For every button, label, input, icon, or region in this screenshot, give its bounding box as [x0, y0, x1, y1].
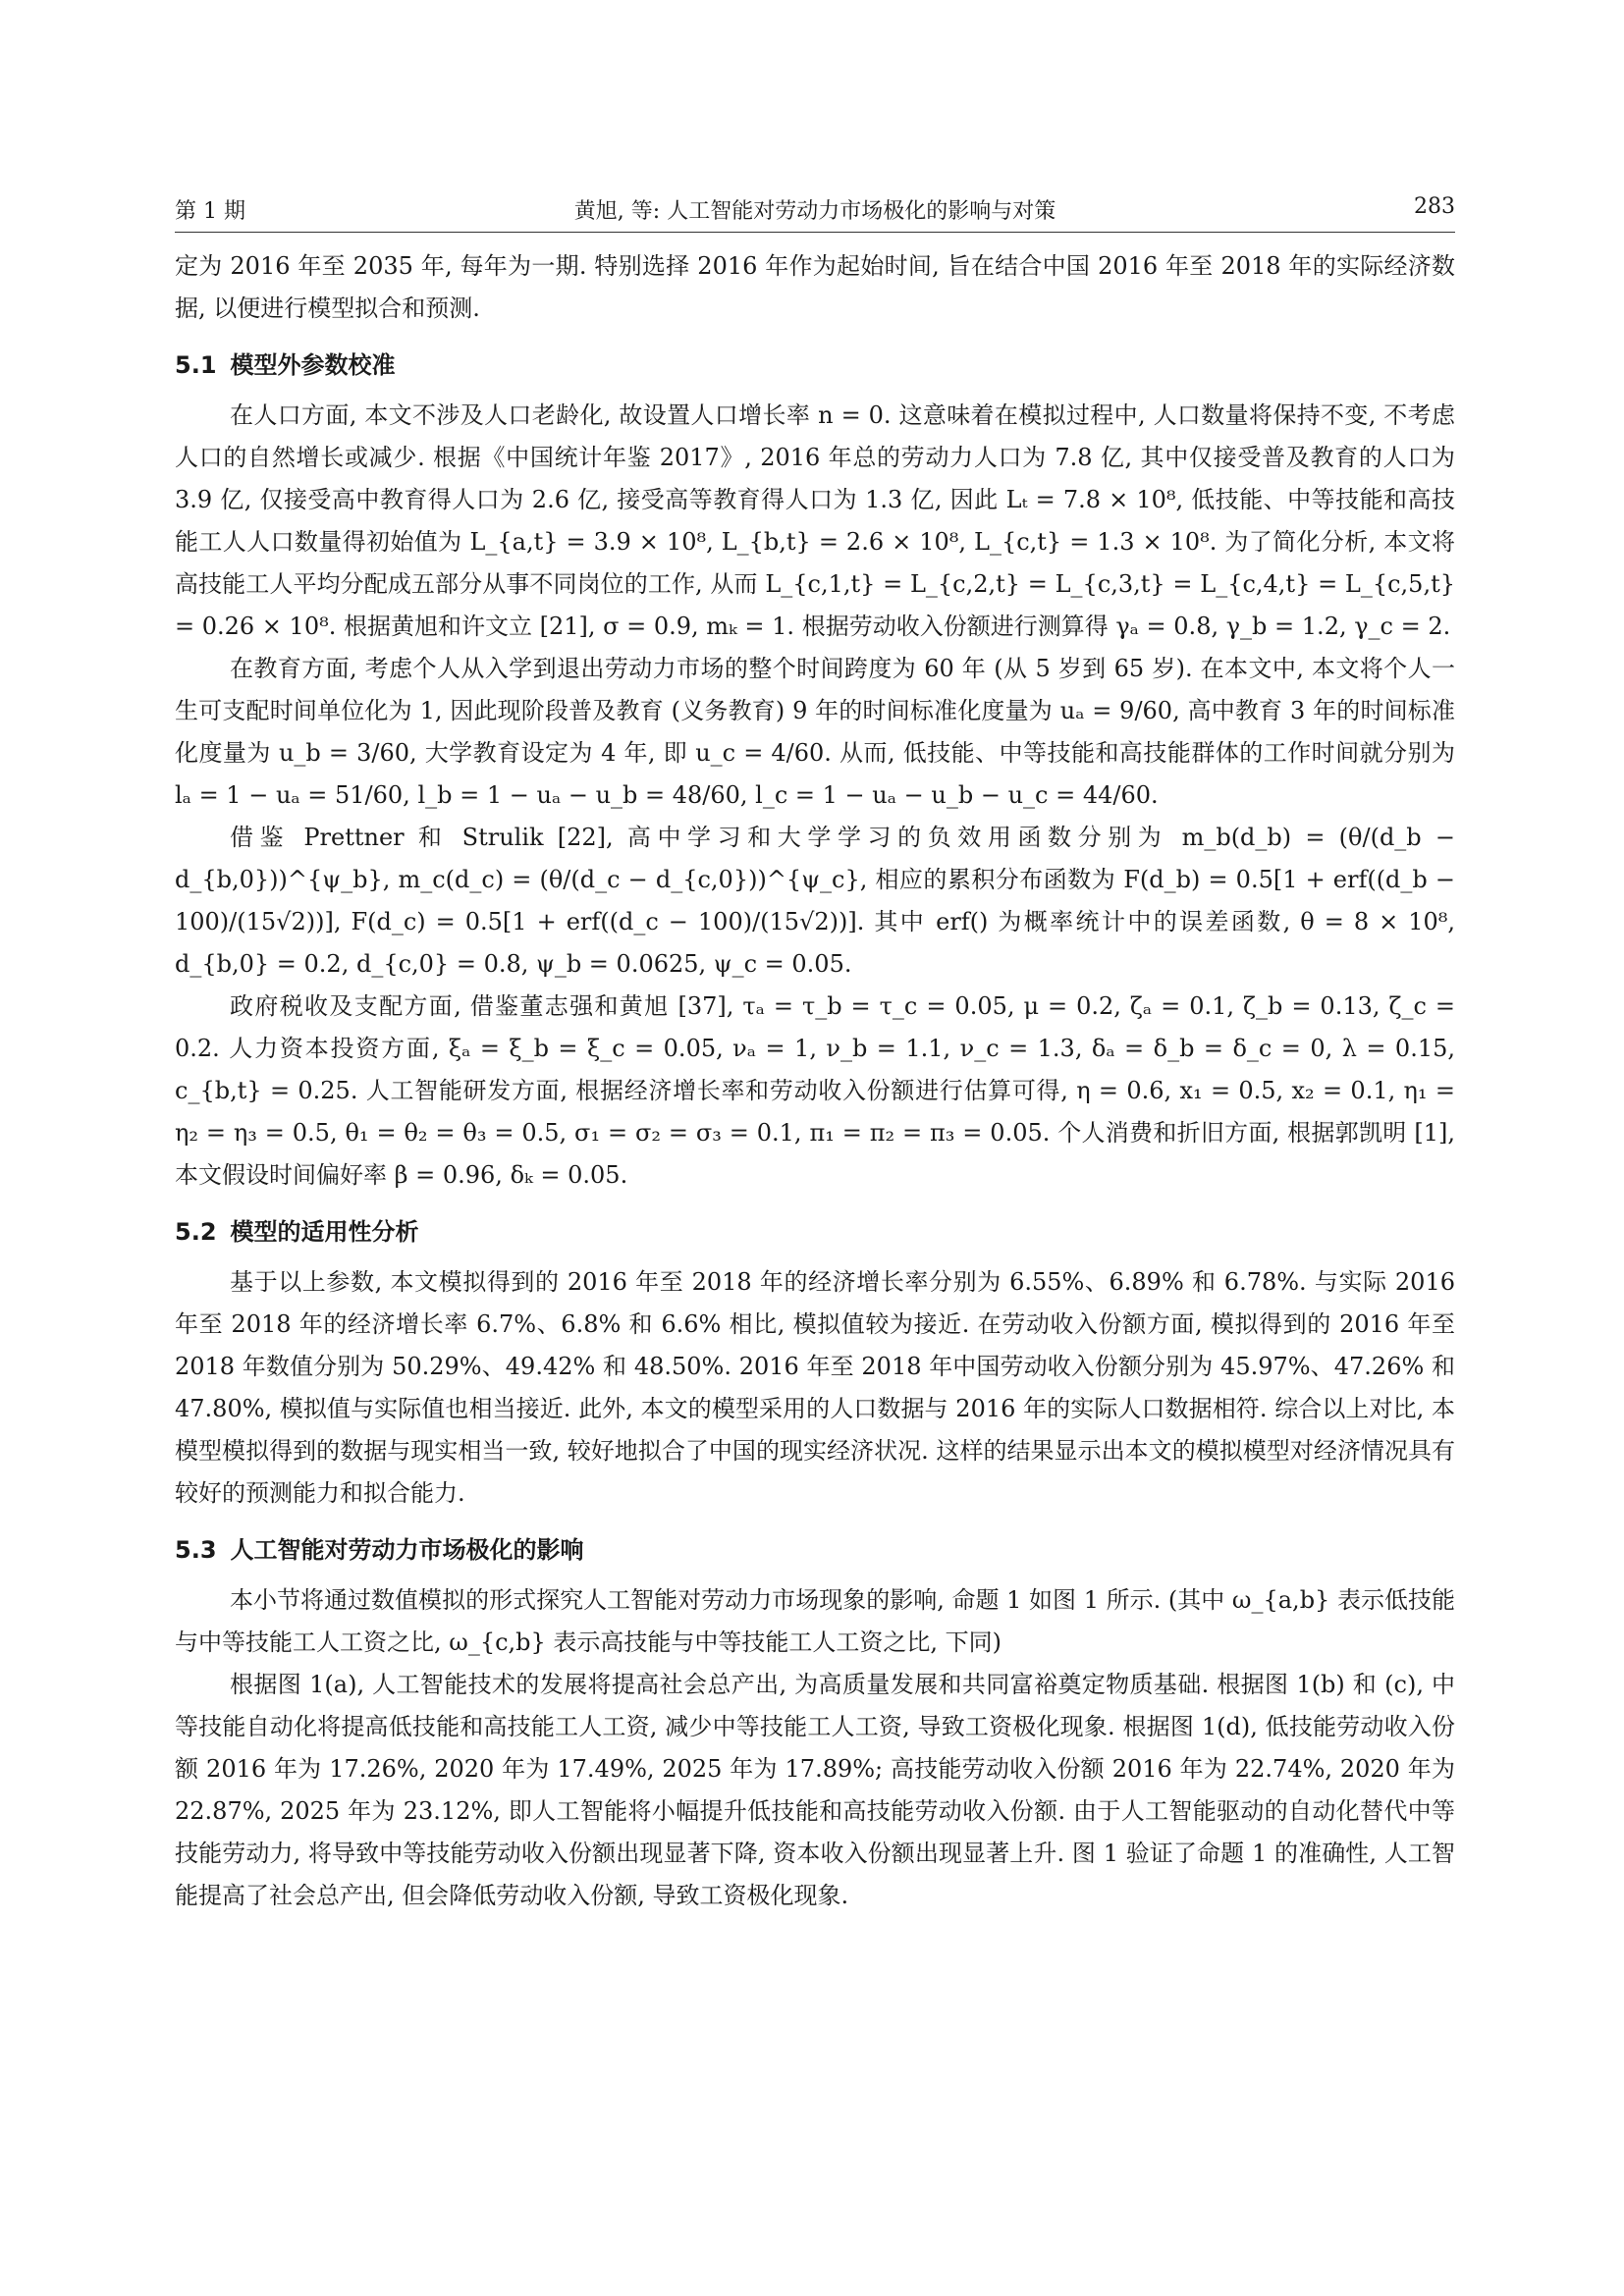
- section-title: 模型外参数校准: [230, 351, 396, 379]
- paragraph: 基于以上参数, 本文模拟得到的 2016 年至 2018 年的经济增长率分别为 6.55%、6.89% 和 6.78%. 与实际 2016 年至 2018 年的经济增长率 6.7%、6.8% 和 6.6% 相比, 模拟值较为接近. 在劳动收入份额方面, 模拟得到的 2016 年至 2018 年数值分别为 50.29%、49.42% 和 48.50%. 2016 年至 2018 年中国劳动收入份额分别为 45.97%、47.26% 和 47.80%, 模拟值与实际值也相当接近. 此外, 本文的模型采用的人口数据与 2016 年的实际人口数据相符. 综合以上对比, 本模型模拟得到的数据与现实相当一致, 较好地拟合了中国的现实经济状况. 这样的结果显示出本文的模拟模型对经济情况具有较好的预测能力和拟合能力.: [175, 1268, 1455, 1507]
- section-number: 5.3: [175, 1536, 217, 1564]
- running-header: [175, 192, 1455, 233]
- page-number: 283: [1414, 194, 1455, 219]
- paragraph: 政府税收及支配方面, 借鉴董志强和黄旭 [37], τₐ = τ_b = τ_c = 0.05, μ = 0.2, ζₐ = 0.1, ζ_b = 0.13, ζ_c = 0.2. 人力资本投资方面, ξₐ = ξ_b = ξ_c = 0.05, νₐ = 1, ν_b = 1.1, ν_c = 1.3, δₐ = δ_b = δ_c = 0, λ = 0.15, c_{b,t} = 0.25. 人工智能研发方面, 根据经济增长率和劳动收入份额进行估算可得, η = 0.6, x₁ = 0.5, x₂ = 0.1, η₁ = η₂ = η₃ = 0.5, θ₁ = θ₂ = θ₃ = 0.5, σ₁ = σ₂ = σ₃ = 0.1, π₁ = π₂ = π₃ = 0.05. 个人消费和折旧方面, 根据郭凯明 [1], 本文假设时间偏好率 β = 0.96, δₖ = 0.05.: [175, 992, 1455, 1189]
- section-number: 5.1: [175, 351, 217, 379]
- section-heading-5-1: [175, 346, 1455, 385]
- section-heading-5-2: [175, 1212, 1455, 1252]
- running-title: 黄旭, 等: 人工智能对劳动力市场极化的影响与对策: [573, 199, 1056, 224]
- section-heading-5-3: [175, 1530, 1455, 1570]
- section-number: 5.2: [175, 1218, 217, 1246]
- section-title: 模型的适用性分析: [230, 1218, 419, 1246]
- paragraph: 借鉴 Prettner 和 Strulik [22], 高中学习和大学学习的负效用函数分别为 m_b(d_b) = (θ/(d_b − d_{b,0}))^{ψ_b}, m_c(d_c) = (θ/(d_c − d_{c,0}))^{ψ_c}, 相应的累积分布函数为 F(d_b) = 0.5[1 + erf((d_b − 100)/(15√2))], F(d_c) = 0.5[1 + erf((d_c − 100)/(15√2))]. 其中 erf() 为概率统计中的误差函数, θ = 8 × 10⁸, d_{b,0} = 0.2, d_{c,0} = 0.8, ψ_b = 0.0625, ψ_c = 0.05.: [175, 824, 1455, 978]
- intro-paragraph: 定为 2016 年至 2035 年, 每年为一期. 特别选择 2016 年作为起始时间, 旨在结合中国 2016 年至 2018 年的实际经济数据, 以便进行模型拟合和预测.: [175, 252, 1455, 322]
- paragraph: 根据图 1(a), 人工智能技术的发展将提高社会总产出, 为高质量发展和共同富裕奠定物质基础. 根据图 1(b) 和 (c), 中等技能自动化将提高低技能和高技能工人工资, 减少中等技能工人工资, 导致工资极化现象. 根据图 1(d), 低技能劳动收入份额 2016 年为 17.26%, 2020 年为 17.49%, 2025 年为 17.89%; 高技能劳动收入份额 2016 年为 22.74%, 2020 年为 22.87%, 2025 年为 23.12%, 即人工智能将小幅提升低技能和高技能劳动收入份额. 由于人工智能驱动的自动化替代中等技能劳动力, 将导致中等技能劳动收入份额出现显著下降, 资本收入份额出现显著上升. 图 1 验证了命题 1 的准确性, 人工智能提高了社会总产出, 但会降低劳动收入份额, 导致工资极化现象.: [175, 1671, 1455, 1909]
- paragraph: 在人口方面, 本文不涉及人口老龄化, 故设置人口增长率 n = 0. 这意味着在模拟过程中, 人口数量将保持不变, 不考虑人口的自然增长或减少. 根据《中国统计年鉴 2017》, 2016 年总的劳动力人口为 7.8 亿, 其中仅接受普及教育的人口为 3.9 亿, 仅接受高中教育得人口为 2.6 亿, 接受高等教育得人口为 1.3 亿, 因此 Lₜ = 7.8 × 10⁸, 低技能、中等技能和高技能工人人口数量得初始值为 L_{a,t} = 3.9 × 10⁸, L_{b,t} = 2.6 × 10⁸, L_{c,t} = 1.3 × 10⁸. 为了简化分析, 本文将高技能工人平均分配成五部分从事不同岗位的工作, 从而 L_{c,1,t} = L_{c,2,t} = L_{c,3,t} = L_{c,4,t} = L_{c,5,t} = 0.26 × 10⁸. 根据黄旭和许文立 [21], σ = 0.9, mₖ = 1. 根据劳动收入份额进行测算得 γₐ = 0.8, γ_b = 1.2, γ_c = 2.: [175, 401, 1455, 640]
- paragraph: 在教育方面, 考虑个人从入学到退出劳动力市场的整个时间跨度为 60 年 (从 5 岁到 65 岁). 在本文中, 本文将个人一生可支配时间单位化为 1, 因此现阶段普及教育 (义务教育) 9 年的时间标准化度量为 uₐ = 9/60, 高中教育 3 年的时间标准化度量为 u_b = 3/60, 大学教育设定为 4 年, 即 u_c = 4/60. 从而, 低技能、中等技能和高技能群体的工作时间就分别为 lₐ = 1 − uₐ = 51/60, l_b = 1 − uₐ − u_b = 48/60, l_c = 1 − uₐ − u_b − u_c = 44/60.: [175, 655, 1455, 809]
- section-title: 人工智能对劳动力市场极化的影响: [230, 1536, 584, 1564]
- issue-label: 第 1 期: [175, 199, 245, 224]
- paragraph: 本小节将通过数值模拟的形式探究人工智能对劳动力市场现象的影响, 命题 1 如图 1 所示. (其中 ω_{a,b} 表示低技能与中等技能工人工资之比, ω_{c,b} 表示高技能与中等技能工人工资之比, 下同): [175, 1586, 1455, 1656]
- article-body: [175, 245, 1455, 1917]
